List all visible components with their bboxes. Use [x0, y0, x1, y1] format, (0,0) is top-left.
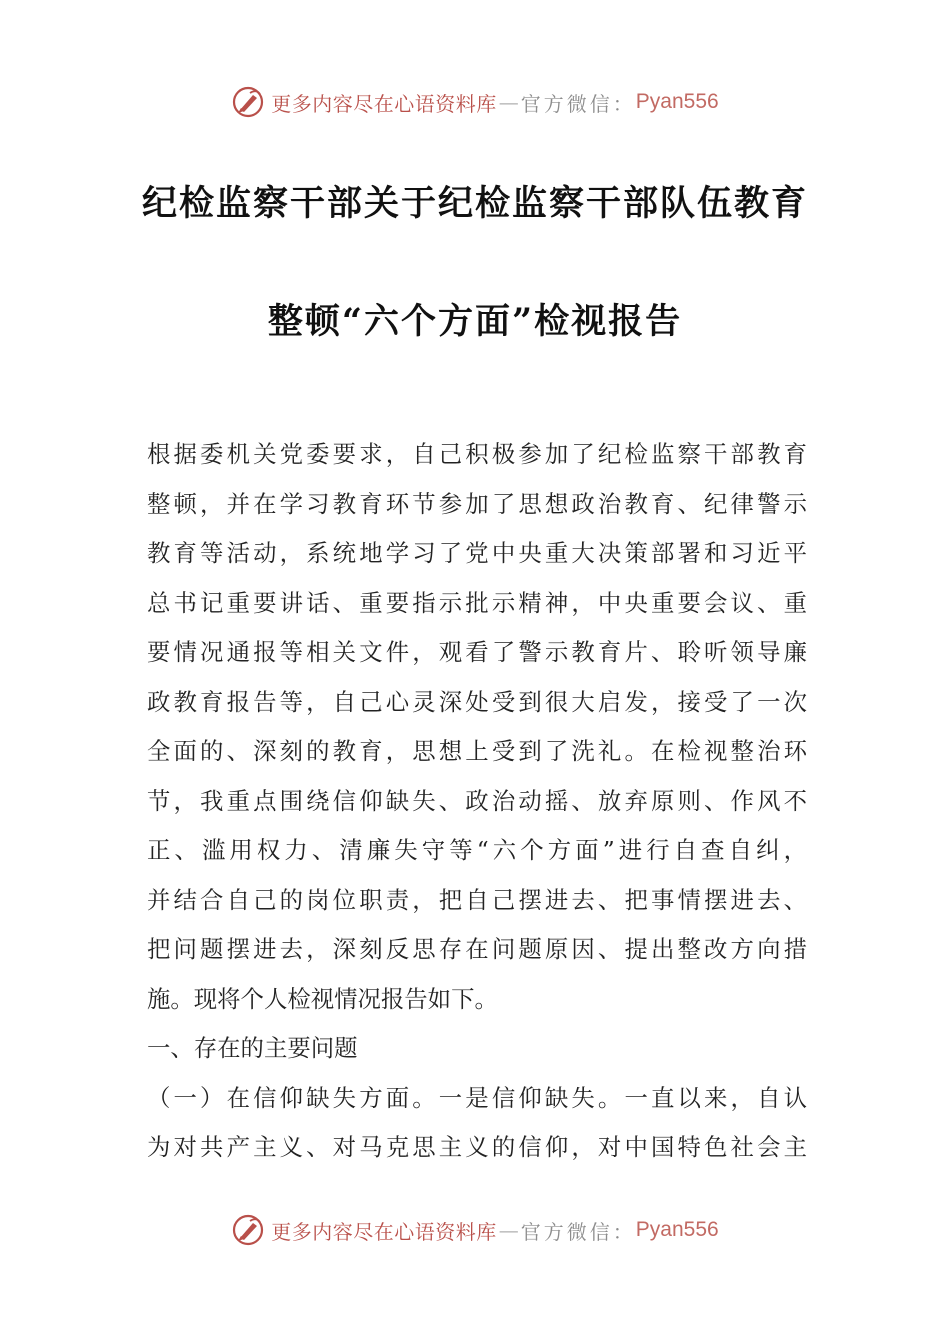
banner-separator: — — [498, 1218, 519, 1242]
body-line: 正、滥用权力、清廉失守等“六个方面”进行自查自纠， — [147, 836, 807, 864]
banner-official-label: 官方微信： — [520, 91, 636, 116]
body-line: 节，我重点围绕信仰缺失、政治动摇、放弃原则、作风不 — [147, 786, 807, 815]
section-heading: 一、存在的主要问题 — [147, 1034, 358, 1062]
body-line: 教育等活动，系统地学习了党中央重大决策部署和习近平 — [147, 539, 807, 567]
pen-nib-circle-icon — [231, 1213, 265, 1247]
body-line: 把问题摆进去，深刻反思存在问题原因、提出整改方向措 — [147, 935, 807, 963]
body-line: 整顿，并在学习教育环节参加了思想政治教育、纪律警示 — [147, 489, 807, 518]
document-title-line-2: 整顿“六个方面”检视报告 — [267, 301, 683, 342]
pen-nib-circle-icon — [231, 85, 265, 119]
body-line: 为对共产主义、对马克思主义的信仰，对中国特色社会主 — [147, 1133, 807, 1161]
body-line: 政教育报告等，自己心灵深处受到很大启发，接受了一次 — [147, 687, 807, 716]
document-body — [147, 430, 807, 1173]
banner-official-label: 官方微信： — [520, 1219, 636, 1244]
banner-text: 更多内容尽在心语资料库 — [271, 91, 497, 116]
banner-wechat-handle: Pyan556 — [635, 1218, 719, 1241]
body-line: 全面的、深刻的教育，思想上受到了洗礼。在检视整治环 — [147, 737, 807, 765]
banner-separator: — — [498, 90, 519, 114]
body-line: 根据委机关党委要求，自己积极参加了纪检监察干部教育 — [147, 440, 807, 468]
body-line: （一）在信仰缺失方面。一是信仰缺失。一直以来，自认 — [147, 1083, 807, 1112]
body-line: 施。现将个人检视情况报告如下。 — [147, 984, 498, 1013]
document-title-line-1: 纪检监察干部关于纪检监察干部队伍教育 — [141, 183, 808, 224]
body-line: 总书记重要讲话、重要指示批示精神，中央重要会议、重 — [147, 588, 807, 617]
body-line: 并结合自己的岗位职责，把自己摆进去、把事情摆进去、 — [147, 885, 807, 914]
body-line: 要情况通报等相关文件，观看了警示教育片、聆听领导廉 — [147, 638, 807, 666]
footer-watermark-banner — [0, 1210, 950, 1250]
banner-wechat-handle: Pyan556 — [635, 90, 719, 113]
header-watermark-banner — [0, 82, 950, 122]
banner-text: 更多内容尽在心语资料库 — [271, 1219, 497, 1244]
